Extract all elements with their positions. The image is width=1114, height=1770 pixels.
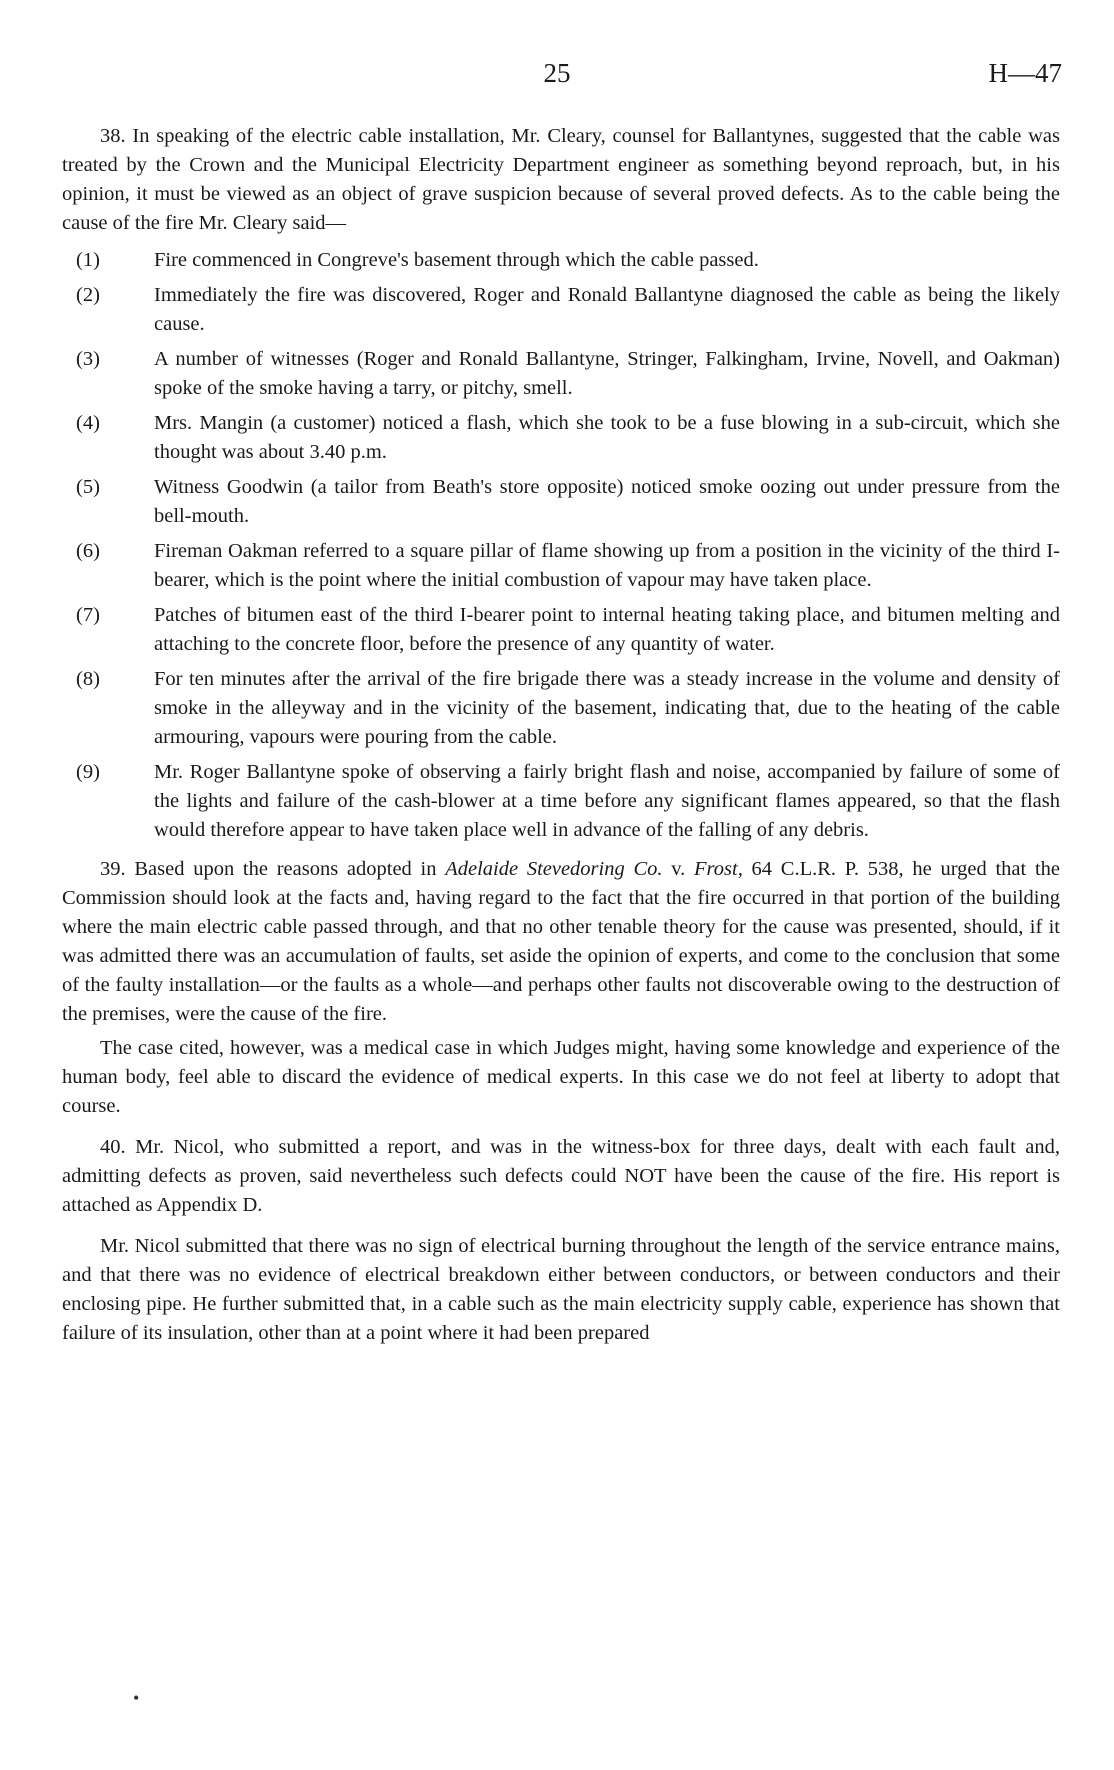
stray-mark: • — [133, 1688, 140, 1708]
paragraph-38: 38. In speaking of the electric cable installation, Mr. Cleary, counsel for Ballantynes, suggested that the cable was treated by the Crown and the Municipal Electricity Department engineer as something beyond reproach, but, in his opinion, it must be viewed as an object of grave suspicion because of several proved defects. As to the cable being the cause of the fire Mr. Cleary said— — [62, 125, 1060, 234]
list-item — [62, 246, 1060, 275]
paragraph-40: 40. Mr. Nicol, who submitted a report, and was in the witness-box for three days, dealt with each fault and, admitting defects as proven, said nevertheless such defects could NOT have been the cause of the fire. His report is attached as Appendix D. — [62, 1136, 1060, 1216]
cleary-points-list — [62, 246, 1060, 845]
case-party: Frost, — [694, 858, 743, 880]
list-item-number: (6) — [76, 540, 100, 562]
body-text — [62, 122, 1060, 1353]
paragraph-40-continued: Mr. Nicol submitted that there was no sign of electrical burning throughout the length of the service entrance mains, and that there was no evidence of electrical breakdown either between conductors, or between conductors and their enclosing pipe. He further submitted that, in a cable such as the main electricity supply cable, experience has shown that failure of its insulation, other than at a point where it had been prepared — [62, 1235, 1060, 1344]
list-item-text: A number of witnesses (Roger and Ronald Ballantyne, Stringer, Falkingham, Irvine, Novell, and Oakman) spoke of the smoke having a tarry, or pitchy, smell. — [154, 348, 1060, 399]
list-item-number: (3) — [76, 348, 100, 370]
list-item — [62, 281, 1060, 339]
list-item — [62, 601, 1060, 659]
paragraph-39-lead: 39. Based upon the reasons adopted in — [100, 858, 446, 880]
list-item-text: Fireman Oakman referred to a square pillar of flame showing up from a position in the vicinity of the third I-bearer, which is the point where the initial combustion of vapour may have taken place. — [154, 540, 1060, 591]
paragraph-39-continued: The case cited, however, was a medical case in which Judges might, having some knowledge and experience of the human body, feel able to discard the evidence of medical experts. In this case we do not feel at liberty to adopt that course. — [62, 1037, 1060, 1117]
list-item — [62, 665, 1060, 752]
list-item — [62, 473, 1060, 531]
list-item-number: (7) — [76, 604, 100, 626]
paragraph-39 — [62, 855, 1060, 1029]
case-name: Adelaide Stevedoring Co. — [445, 858, 663, 880]
list-item — [62, 345, 1060, 403]
list-item-number: (2) — [76, 284, 100, 306]
list-item — [62, 758, 1060, 845]
paragraph-39-rest: 64 C.L.R. P. 538, he urged that the Commission should look at the facts and, having regard to the fact that the fire occurred in that portion of the building where the main electric cable passed through, and that no other tenable theory for the cause was presented, should, if it was admitted there was an accumulation of faults, set aside the opinion of experts, and come to the conclusion that some of the faulty installation—or the faults as a whole—and perhaps other faults not discoverable owing to the destruction of the premises, were the cause of the fire. — [62, 858, 1061, 1025]
list-item-number: (4) — [76, 412, 100, 434]
list-item — [62, 409, 1060, 467]
versus: v. — [662, 858, 695, 880]
document-reference: H—47 — [988, 58, 1062, 88]
list-item-text: Mrs. Mangin (a customer) noticed a flash, which she took to be a fuse blowing in a sub-circuit, which she thought was about 3.40 p.m. — [154, 412, 1060, 463]
list-item-text: For ten minutes after the arrival of the fire brigade there was a steady increase in the volume and density of smoke in the alleyway and in the vicinity of the basement, indicating that, due to the heating of the cable armouring, vapours were pouring from the cable. — [154, 668, 1060, 748]
list-item-text: Immediately the fire was discovered, Roger and Ronald Ballantyne diagnosed the cable as being the likely cause. — [154, 284, 1060, 335]
page-number: 25 — [543, 58, 571, 88]
list-item-number: (1) — [76, 249, 100, 271]
page-header — [0, 58, 1114, 98]
list-item-text: Patches of bitumen east of the third I-bearer point to internal heating taking place, and bitumen melting and attaching to the concrete floor, before the presence of any quantity of water. — [154, 604, 1060, 655]
list-item — [62, 537, 1060, 595]
list-item-number: (9) — [76, 761, 100, 783]
list-item-number: (8) — [76, 668, 100, 690]
list-item-text: Fire commenced in Congreve's basement through which the cable passed. — [154, 249, 759, 271]
list-item-number: (5) — [76, 476, 100, 498]
list-item-text: Mr. Roger Ballantyne spoke of observing a fairly bright flash and noise, accompanied by failure of some of the lights and failure of the cash-blower at a time before any significant flames appeared, so that the flash would therefore appear to have taken place well in advance of the falling of any debris. — [154, 761, 1060, 841]
list-item-text: Witness Goodwin (a tailor from Beath's store opposite) noticed smoke oozing out under pressure from the bell-mouth. — [154, 476, 1060, 527]
